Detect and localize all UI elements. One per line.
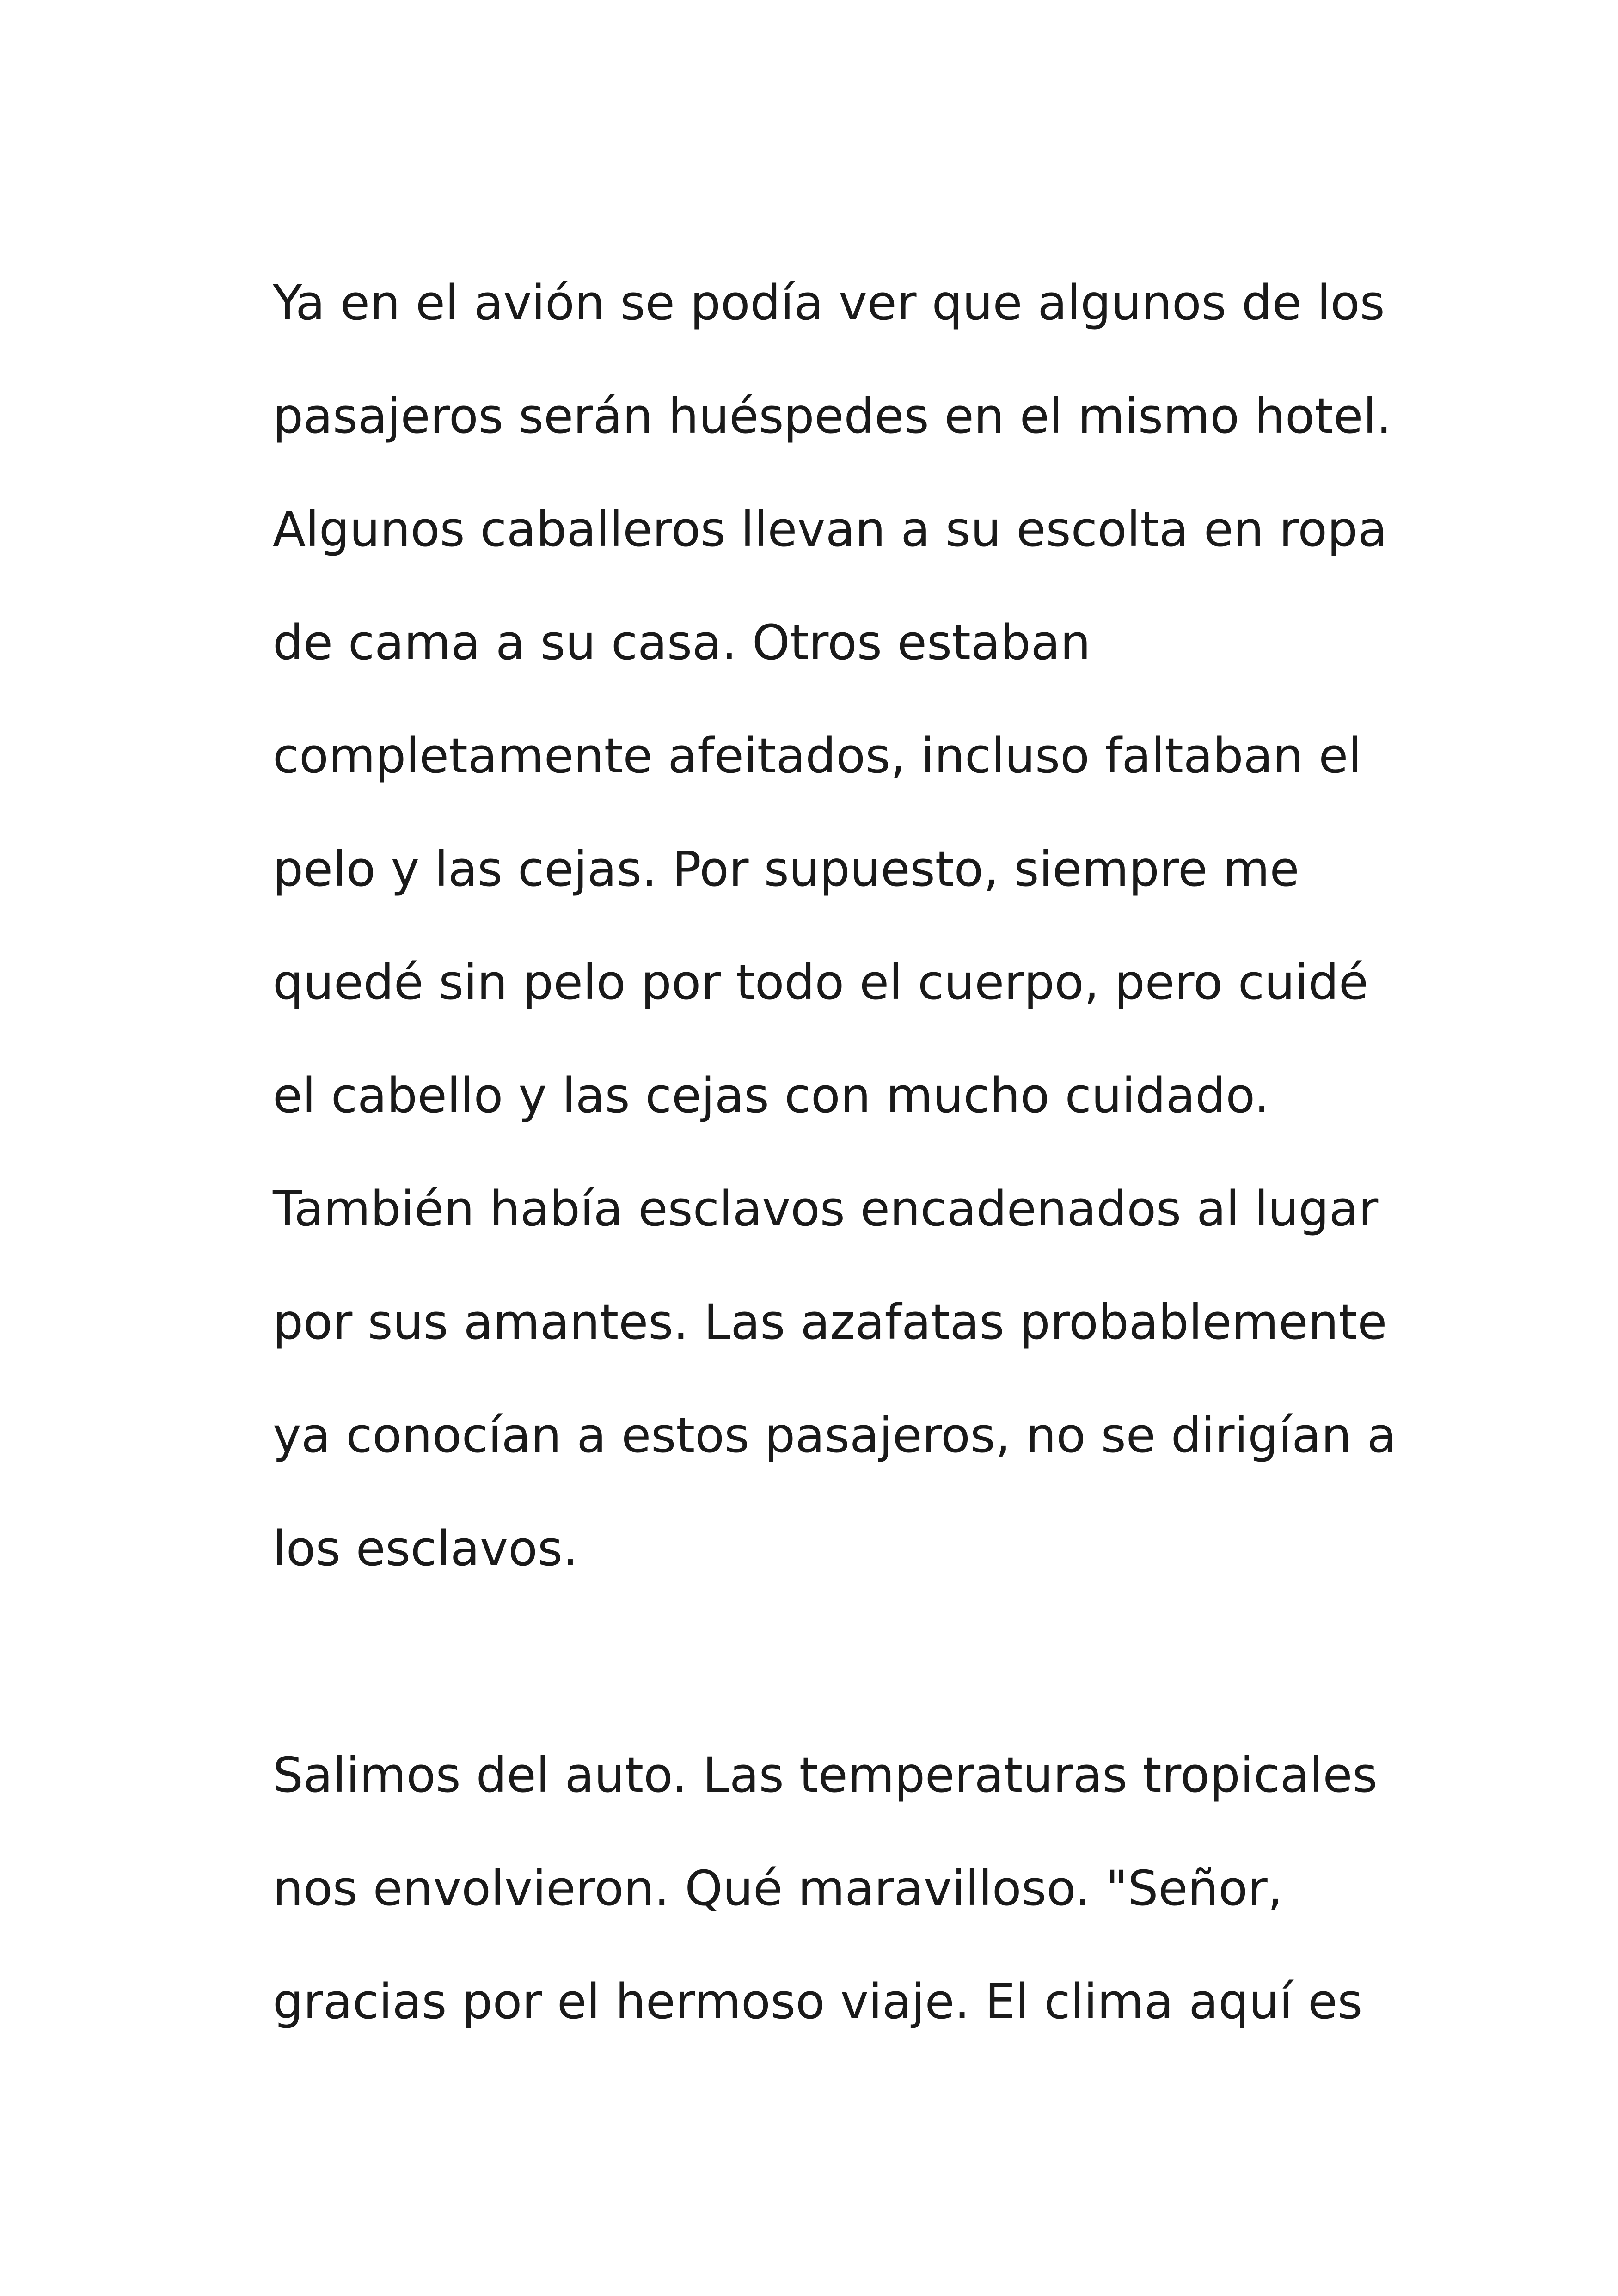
body-text [273,268,1397,2080]
text-line: Salimos del auto. Las temperaturas tropicales [273,1747,1378,1803]
text-line: pelo y las cejas. Por supuesto, siempre me [273,841,1299,897]
text-line: completamente afeitados, incluso faltaban el [273,728,1362,784]
text-line: nos envolvieron. Qué maravilloso. "Señor, [273,1860,1283,1916]
paragraph-2 [273,1740,1382,2080]
text-line: quedé sin pelo por todo el cuerpo, pero cuidé [273,954,1368,1010]
text-line: También había esclavos encadenados al lugar [273,1181,1379,1237]
text-line: pasajeros serán huéspedes en el mismo hotel. [273,388,1392,444]
text-line: por sus amantes. Las azafatas probablemente [273,1294,1387,1350]
text-line: el cabello y las cejas con mucho cuidado. [273,1067,1270,1124]
text-line: gracias por el hermoso viaje. El clima aquí es [273,1973,1363,2030]
text-line: de cama a su casa. Otros estaban [273,614,1091,671]
paragraph-spacer [273,1627,1382,1740]
paragraph-1 [273,268,1397,1627]
text-line: los esclavos. [273,1520,578,1577]
text-line: Algunos caballeros llevan a su escolta en ropa [273,501,1387,557]
text-line: Ya en el avión se podía ver que algunos de los [273,275,1385,331]
text-line: ya conocían a estos pasajeros, no se dirigían a [273,1407,1397,1463]
